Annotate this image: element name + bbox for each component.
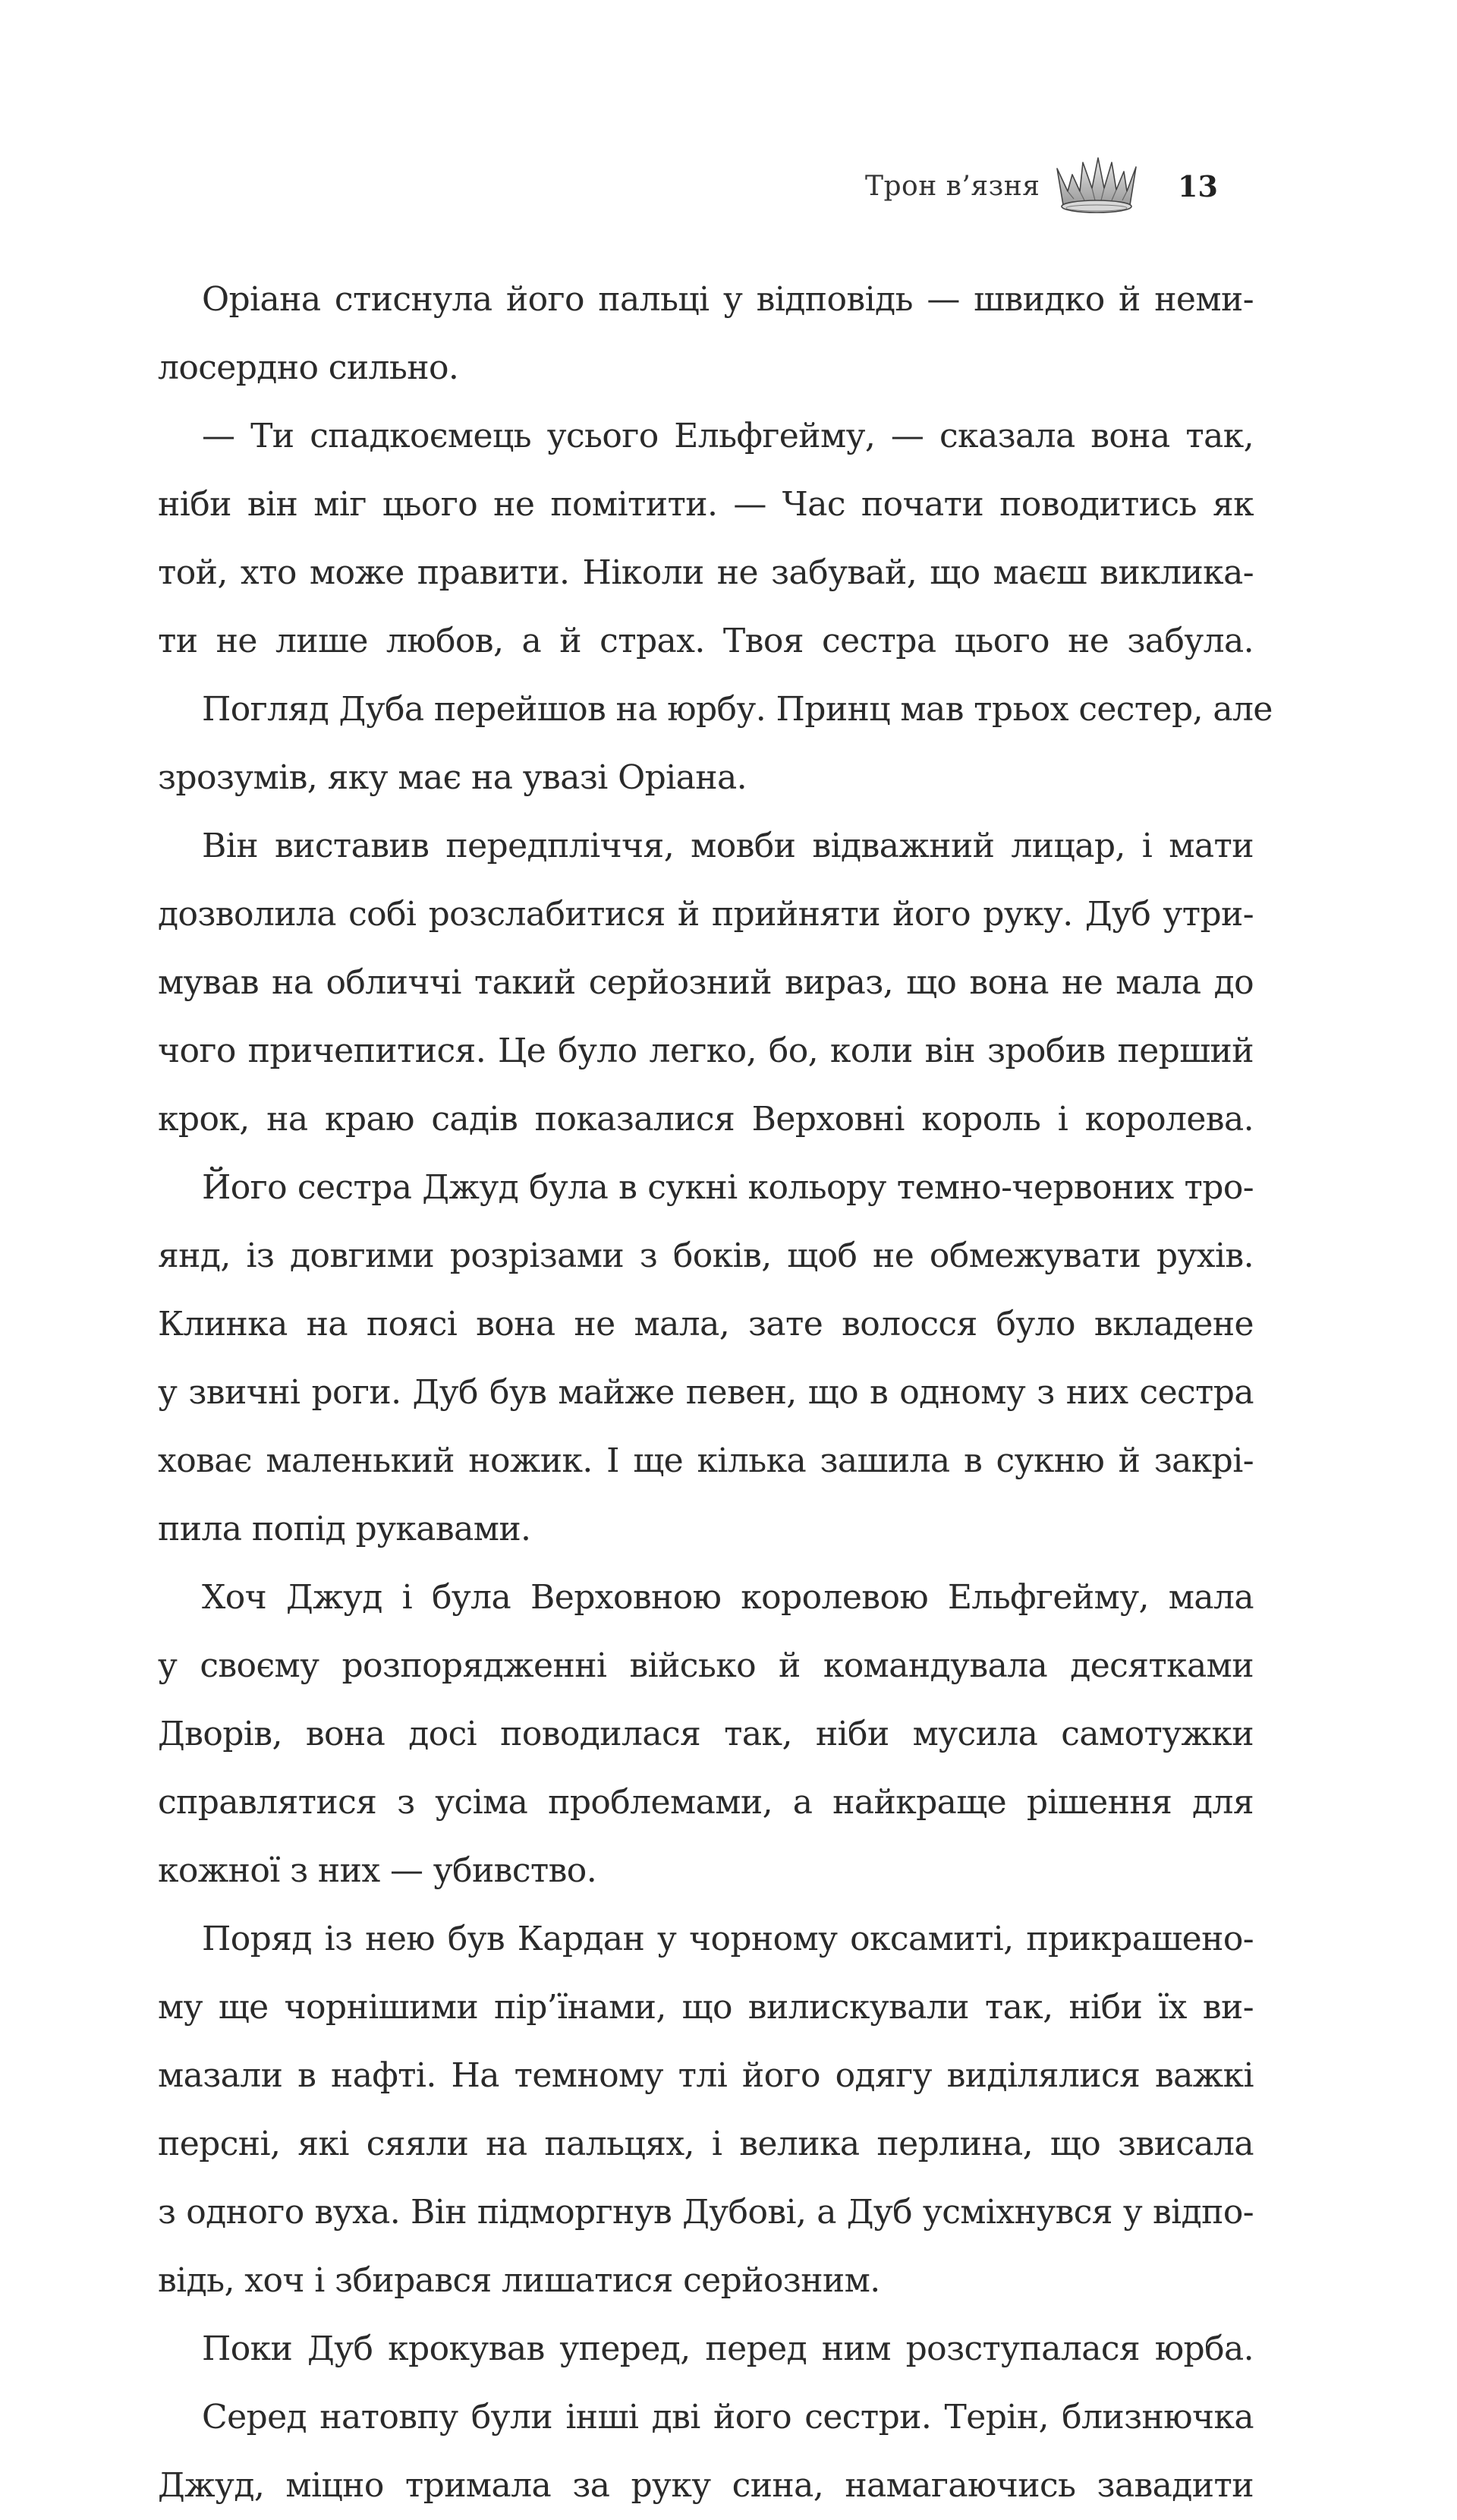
text-line: Погляд Дуба перейшов на юрбу. Принц мав трьох сестер, але — [202, 690, 1273, 729]
text-line: дозволила собі розслабитися й прийняти його руку. Дуб утри- — [158, 895, 1254, 934]
text-line: ти не лише любов, а й страх. Твоя сестра цього не забула. — [158, 622, 1254, 660]
text-line: Оріана стиснула його пальці у відповідь — швидко й неми- — [202, 280, 1254, 319]
text-line: зрозумів, яку має на увазі Оріана. — [158, 758, 747, 797]
body-text — [158, 266, 1273, 2520]
text-line: ніби він міг цього не помітити. — Час почати поводитись як — [158, 485, 1254, 524]
text-line: персні, які сяяли на пальцях, і велика перлина, що звисала — [158, 2125, 1254, 2163]
text-line: — Ти спадкоємець усього Ельфгейму, — сказала вона так, — [202, 417, 1254, 455]
text-line: Клинка на поясі вона не мала, зате волосся було вкладене — [158, 1305, 1254, 1343]
text-line: Серед натовпу були інші дві його сестри. Терін, близнючка — [202, 2398, 1254, 2437]
running-header — [835, 148, 1260, 239]
text-line: кожної з них — убивство. — [158, 1851, 597, 1890]
text-line: крок, на краю садів показалися Верховні король і королева. — [158, 1100, 1254, 1139]
text-line: Джуд, міцно тримала за руку сина, намагаючись завадити — [158, 2466, 1254, 2505]
text-line: з одного вуха. Він підморгнув Дубові, а Дуб усміхнувся у відпо- — [158, 2193, 1254, 2232]
text-line: янд, із довгими розрізами з боків, щоб не обмежувати рухів. — [158, 1236, 1254, 1275]
text-line: Його сестра Джуд була в сукні кольору темно-червоних тро- — [202, 1168, 1254, 1207]
text-line: у звичні роги. Дуб був майже певен, що в одному з них сестра — [158, 1373, 1254, 1412]
running-title: Трон в’язня — [865, 171, 1040, 202]
text-line: мазали в нафті. На темному тлі його одягу виділялися важкі — [158, 2056, 1254, 2095]
text-line: Хоч Джуд і була Верховною королевою Ельфгейму, мала — [202, 1578, 1254, 1617]
text-line: відь, хоч і збирався лишатися серйозним. — [158, 2261, 880, 2300]
text-line: чого причепитися. Це було легко, бо, коли він зробив перший — [158, 1032, 1254, 1070]
text-line: ховає маленький ножик. І ще кілька зашила в сукню й закрі- — [158, 1441, 1254, 1480]
text-line: той, хто може правити. Ніколи не забувай, що маєш виклика- — [158, 553, 1254, 592]
text-line: Поряд із нею був Кардан у чорному оксамиті, прикрашено- — [202, 1920, 1254, 1958]
text-line: у своєму розпорядженні військо й командувала десятками — [158, 1646, 1254, 1685]
text-line: му ще чорнішими пір’їнами, що вилискували так, ніби їх ви- — [158, 1988, 1254, 2027]
text-line: мував на обличчі такий серйозний вираз, що вона не мала до — [158, 963, 1254, 1002]
page-number: 13 — [1178, 169, 1218, 203]
text-line: пила попід рукавами. — [158, 1510, 531, 1548]
crown-icon — [1051, 152, 1142, 220]
text-line: справлятися з усіма проблемами, а найкраще рішення для — [158, 1783, 1254, 1822]
text-line: Поки Дуб крокував уперед, перед ним розступалася юрба. — [202, 2329, 1254, 2368]
text-line: лосердно сильно. — [158, 348, 459, 387]
text-line: Дворів, вона досі поводилася так, ніби мусила самотужки — [158, 1715, 1254, 1753]
text-line: Він виставив передпліччя, мовби відважний лицар, і мати — [202, 827, 1254, 865]
